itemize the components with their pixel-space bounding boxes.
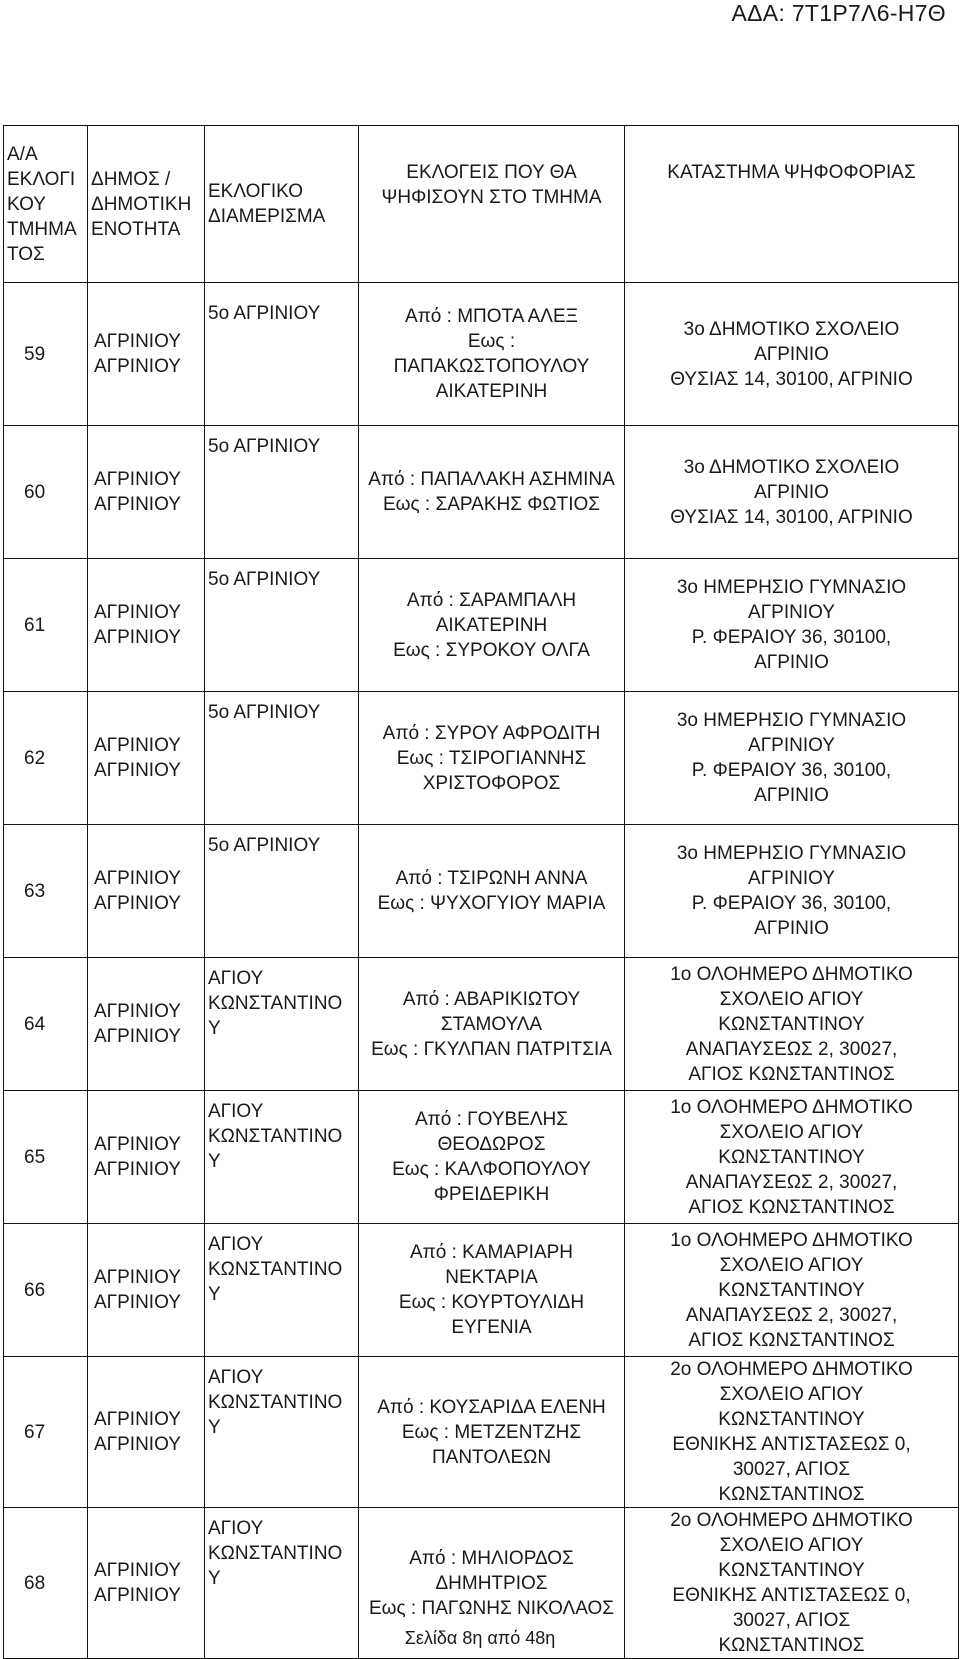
district-cell: ΑΓΙΟΥ ΚΩΝΣΤΑΝΤΙΝΟ Υ xyxy=(205,1224,359,1357)
municipality-cell: ΑΓΡΙΝΙΟΥ ΑΓΡΙΝΙΟΥ xyxy=(88,1224,205,1357)
table-row xyxy=(4,1091,959,1224)
table-header-row xyxy=(4,126,959,283)
municipality-cell: ΑΓΡΙΝΙΟΥ ΑΓΡΙΝΙΟΥ xyxy=(88,692,205,825)
row-number: 66 xyxy=(4,1224,88,1357)
municipality-cell: ΑΓΡΙΝΙΟΥ ΑΓΡΙΝΙΟΥ xyxy=(88,559,205,692)
station-cell: 2ο ΟΛΟΗΜΕΡΟ ΔΗΜΟΤΙΚΟ ΣΧΟΛΕΙΟ ΑΓΙΟΥ ΚΩΝΣΤΑΝΤΙΝΟΥ ΕΘΝΙΚΗΣ ΑΝΤΙΣΤΑΣΕΩΣ 0, 30027, ΑΓΙΟΣ ΚΩΝΣΤΑΝΤΙΝΟΣ xyxy=(625,1357,959,1508)
voters-cell: Από : ΚΑΜΑΡΙΑΡΗ ΝΕΚΤΑΡΙΑ Εως : ΚΟΥΡΤΟΥΛΙΔΗ ΕΥΓΕΝΙΑ xyxy=(359,1224,625,1357)
voters-cell: Από : ΣΑΡΑΜΠΑΛΗ ΑΙΚΑΤΕΡΙΝΗ Εως : ΣΥΡΟΚΟΥ ΟΛΓΑ xyxy=(359,559,625,692)
row-number: 60 xyxy=(4,426,88,559)
voters-cell: Από : ΚΟΥΣΑΡΙΔΑ ΕΛΕΝΗ Εως : ΜΕΤΖΕΝΤΖΗΣ ΠΑΝΤΟΛΕΩΝ xyxy=(359,1357,625,1508)
voters-cell: Από : ΓΟΥΒΕΛΗΣ ΘΕΟΔΩΡΟΣ Εως : ΚΑΛΦΟΠΟΥΛΟΥ ΦΡΕΙΔΕΡΙΚΗ xyxy=(359,1091,625,1224)
voters-cell: Από : ΣΥΡΟΥ ΑΦΡΟΔΙΤΗ Εως : ΤΣΙΡΟΓΙΑΝΝΗΣ ΧΡΙΣΤΟΦΟΡΟΣ xyxy=(359,692,625,825)
municipality-cell: ΑΓΡΙΝΙΟΥ ΑΓΡΙΝΙΟΥ xyxy=(88,1091,205,1224)
district-cell: ΑΓΙΟΥ ΚΩΝΣΤΑΝΤΙΝΟ Υ xyxy=(205,1508,359,1659)
table-row xyxy=(4,692,959,825)
table-row xyxy=(4,958,959,1091)
district-cell: 5ο ΑΓΡΙΝΙΟΥ xyxy=(205,559,359,692)
district-cell: 5ο ΑΓΡΙΝΙΟΥ xyxy=(205,283,359,426)
row-number: 67 xyxy=(4,1357,88,1508)
voters-cell: Από : ΠΑΠΑΛΑΚΗ ΑΣΗΜΙΝΑ Εως : ΣΑΡΑΚΗΣ ΦΩΤΙΟΣ xyxy=(359,426,625,559)
header-voters: ΕΚΛΟΓΕΙΣ ΠΟΥ ΘΑ ΨΗΦΙΣΟΥΝ ΣΤΟ ΤΜΗΜΑ xyxy=(359,126,625,283)
voters-cell: Από : ΤΣΙΡΩΝΗ ΑΝΝΑ Εως : ΨΥΧΟΓΥΙΟΥ ΜΑΡΙΑ xyxy=(359,825,625,958)
table-row xyxy=(4,283,959,426)
district-cell: ΑΓΙΟΥ ΚΩΝΣΤΑΝΤΙΝΟ Υ xyxy=(205,1091,359,1224)
row-number: 62 xyxy=(4,692,88,825)
voters-cell: Από : ΜΠΟΤΑ ΑΛΕΞ Εως : ΠΑΠΑΚΩΣΤΟΠΟΥΛΟΥ ΑΙΚΑΤΕΡΙΝΗ xyxy=(359,283,625,426)
header-dimos: ΔΗΜΟΣ / ΔΗΜΟΤΙΚΗ ΕΝΟΤΗΤΑ xyxy=(88,126,205,283)
station-cell: 3ο ΗΜΕΡΗΣΙΟ ΓΥΜΝΑΣΙΟ ΑΓΡΙΝΙΟΥ Ρ. ΦΕΡΑΙΟΥ 36, 30100, ΑΓΡΙΝΙΟ xyxy=(625,559,959,692)
district-cell: ΑΓΙΟΥ ΚΩΝΣΤΑΝΤΙΝΟ Υ xyxy=(205,958,359,1091)
row-number: 61 xyxy=(4,559,88,692)
row-number: 68 xyxy=(4,1508,88,1659)
municipality-cell: ΑΓΡΙΝΙΟΥ ΑΓΡΙΝΙΟΥ xyxy=(88,1508,205,1659)
header-station: ΚΑΤΑΣΤΗΜΑ ΨΗΦΟΦΟΡΙΑΣ xyxy=(625,126,959,283)
station-cell: 3ο ΗΜΕΡΗΣΙΟ ΓΥΜΝΑΣΙΟ ΑΓΡΙΝΙΟΥ Ρ. ΦΕΡΑΙΟΥ 36, 30100, ΑΓΡΙΝΙΟ xyxy=(625,692,959,825)
district-cell: 5ο ΑΓΡΙΝΙΟΥ xyxy=(205,692,359,825)
polling-stations-table xyxy=(3,125,959,1659)
station-cell: 1ο ΟΛΟΗΜΕΡΟ ΔΗΜΟΤΙΚΟ ΣΧΟΛΕΙΟ ΑΓΙΟΥ ΚΩΝΣΤΑΝΤΙΝΟΥ ΑΝΑΠΑΥΣΕΩΣ 2, 30027, ΑΓΙΟΣ ΚΩΝΣΤΑΝΤΙΝΟΣ xyxy=(625,958,959,1091)
station-cell: 3ο ΔΗΜΟΤΙΚΟ ΣΧΟΛΕΙΟ ΑΓΡΙΝΙΟ ΘΥΣΙΑΣ 14, 30100, ΑΓΡΙΝΙΟ xyxy=(625,283,959,426)
header-aa: Α/Α ΕΚΛΟΓΙ ΚΟΥ ΤΜΗΜΑ ΤΟΣ xyxy=(4,126,88,283)
table-row xyxy=(4,1224,959,1357)
municipality-cell: ΑΓΡΙΝΙΟΥ ΑΓΡΙΝΙΟΥ xyxy=(88,958,205,1091)
station-cell: 3ο ΗΜΕΡΗΣΙΟ ΓΥΜΝΑΣΙΟ ΑΓΡΙΝΙΟΥ Ρ. ΦΕΡΑΙΟΥ 36, 30100, ΑΓΡΙΝΙΟ xyxy=(625,825,959,958)
municipality-cell: ΑΓΡΙΝΙΟΥ ΑΓΡΙΝΙΟΥ xyxy=(88,283,205,426)
table-row xyxy=(4,559,959,692)
row-number: 64 xyxy=(4,958,88,1091)
municipality-cell: ΑΓΡΙΝΙΟΥ ΑΓΡΙΝΙΟΥ xyxy=(88,1357,205,1508)
page-footer: Σελίδα 8η από 48η xyxy=(404,1628,556,1648)
row-number: 63 xyxy=(4,825,88,958)
voters-cell: Από : ΑΒΑΡΙΚΙΩΤΟΥ ΣΤΑΜΟΥΛΑ Εως : ΓΚΥΛΠΑΝ ΠΑΤΡΙΤΣΙΑ xyxy=(359,958,625,1091)
voters-cell: Από : ΜΗΛΙΟΡΔΟΣ ΔΗΜΗΤΡΙΟΣ Εως : ΠΑΓΩΝΗΣ ΝΙΚΟΛΑΟΣ xyxy=(359,1508,625,1659)
table-row xyxy=(4,1357,959,1508)
table-row xyxy=(4,426,959,559)
station-cell: 1ο ΟΛΟΗΜΕΡΟ ΔΗΜΟΤΙΚΟ ΣΧΟΛΕΙΟ ΑΓΙΟΥ ΚΩΝΣΤΑΝΤΙΝΟΥ ΑΝΑΠΑΥΣΕΩΣ 2, 30027, ΑΓΙΟΣ ΚΩΝΣΤΑΝΤΙΝΟΣ xyxy=(625,1224,959,1357)
table-row xyxy=(4,825,959,958)
station-cell: 1ο ΟΛΟΗΜΕΡΟ ΔΗΜΟΤΙΚΟ ΣΧΟΛΕΙΟ ΑΓΙΟΥ ΚΩΝΣΤΑΝΤΙΝΟΥ ΑΝΑΠΑΥΣΕΩΣ 2, 30027, ΑΓΙΟΣ ΚΩΝΣΤΑΝΤΙΝΟΣ xyxy=(625,1091,959,1224)
district-cell: ΑΓΙΟΥ ΚΩΝΣΤΑΝΤΙΝΟ Υ xyxy=(205,1357,359,1508)
municipality-cell: ΑΓΡΙΝΙΟΥ ΑΓΡΙΝΙΟΥ xyxy=(88,825,205,958)
header-diamerisma: ΕΚΛΟΓΙΚΟ ΔΙΑΜΕΡΙΣΜΑ xyxy=(205,126,359,283)
ada-code: ΑΔΑ: 7Τ1Ρ7Λ6-Η7Θ xyxy=(731,0,946,26)
station-cell: 3ο ΔΗΜΟΤΙΚΟ ΣΧΟΛΕΙΟ ΑΓΡΙΝΙΟ ΘΥΣΙΑΣ 14, 30100, ΑΓΡΙΝΙΟ xyxy=(625,426,959,559)
municipality-cell: ΑΓΡΙΝΙΟΥ ΑΓΡΙΝΙΟΥ xyxy=(88,426,205,559)
row-number: 65 xyxy=(4,1091,88,1224)
station-cell: 2ο ΟΛΟΗΜΕΡΟ ΔΗΜΟΤΙΚΟ ΣΧΟΛΕΙΟ ΑΓΙΟΥ ΚΩΝΣΤΑΝΤΙΝΟΥ ΕΘΝΙΚΗΣ ΑΝΤΙΣΤΑΣΕΩΣ 0, 30027, ΑΓΙΟΣ ΚΩΝΣΤΑΝΤΙΝΟΣ xyxy=(625,1508,959,1659)
district-cell: 5ο ΑΓΡΙΝΙΟΥ xyxy=(205,825,359,958)
row-number: 59 xyxy=(4,283,88,426)
district-cell: 5ο ΑΓΡΙΝΙΟΥ xyxy=(205,426,359,559)
